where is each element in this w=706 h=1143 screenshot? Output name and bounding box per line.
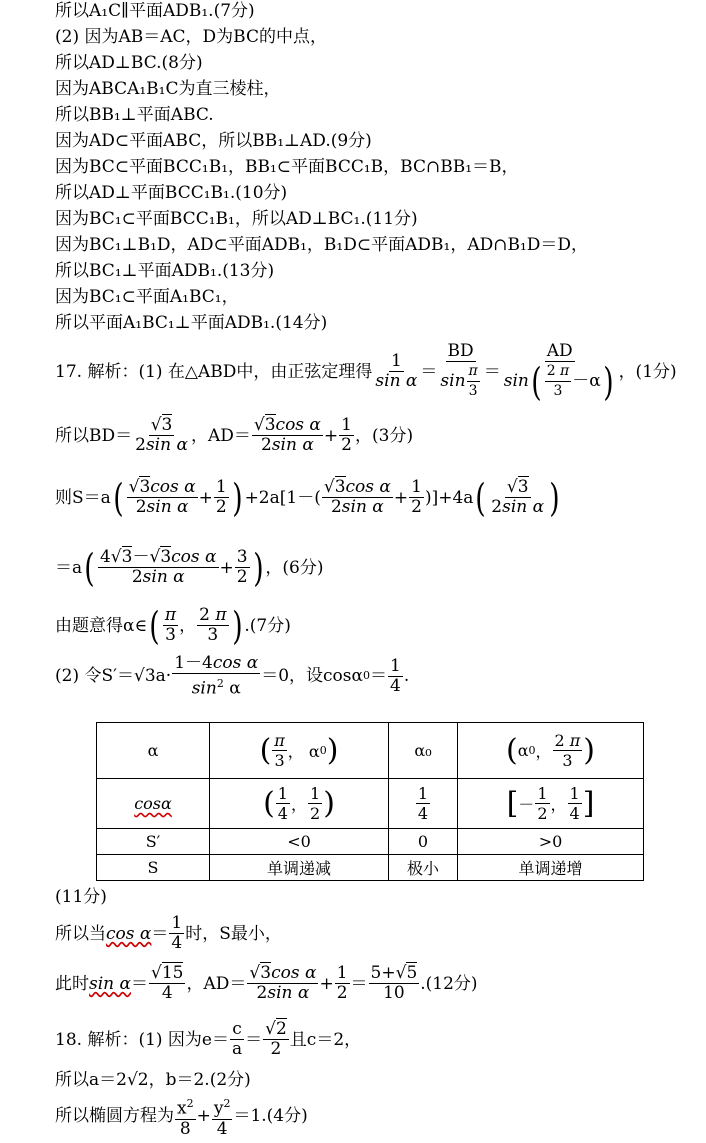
- p18-eccentricity: 18. 解析：(1) 因为e＝ c a ＝ √ 2 2 且c＝2，: [55, 1020, 361, 1059]
- line-6: 因为AD⊂平面ABC，所以BB₁⊥AD.(9分): [55, 131, 372, 151]
- p18-l3-suffix: ＝1.(4分): [233, 1106, 308, 1127]
- p17-score-11: (11分): [55, 887, 107, 907]
- bd-prefix: 所以BD＝: [55, 425, 133, 446]
- line-1: 所以A₁C∥平面ADB₁.(7分): [55, 1, 255, 21]
- p17-sine-law: 17. 解析：(1) 在△ABD中，由正弦定理得 1 sin α ＝ BD sin $\frac{\pi}{3}$ ＝ AD sin ( 2 π 3 －α ) ，(1分): [55, 341, 677, 404]
- line-2: (2) 因为AB＝AC，D为BC的中点，: [55, 27, 327, 47]
- p17-prefix: 17. 解析：(1) 在△ABD中，由正弦定理得: [55, 361, 373, 382]
- when-suffix: 时，S最小，: [185, 923, 282, 944]
- when-prefix: 所以当: [55, 923, 106, 944]
- eq2-prefix: ＝a: [55, 557, 83, 578]
- line-13: 所以平面A₁BC₁⊥平面ADB₁.(14分): [55, 313, 328, 333]
- p17-min-condition: 所以当 cos α ＝ 1 4 时，S最小，: [55, 913, 282, 953]
- monotonicity-table: [96, 722, 644, 881]
- then-ad: ，AD＝: [186, 973, 247, 994]
- table-r1-c1: ( π 3 ， α 0 ): [210, 723, 389, 779]
- line-11: 所以BC₁⊥平面ADB₁.(13分): [55, 261, 275, 281]
- p17-min-values: 此时 sin α ＝ √ 15 4 ，AD＝ √ 3cos α 2sin α + 1 2 ＝ 5+√ 5 10 .(12分): [55, 964, 478, 1003]
- p18-line-2: 所以a＝2√2，b＝2.(2分): [55, 1070, 251, 1090]
- range-prefix: 由题意得α∈: [55, 615, 148, 636]
- table-r4-c2: 极小: [389, 855, 458, 881]
- p17-simplified: ＝a ( 4√ 3－√ 3cos α 2sin α + 3 2 ) ，(6分): [55, 548, 324, 587]
- frac-ad-over-sin: AD sin ( 2 π 3 －α ): [503, 341, 614, 404]
- line-7: 因为BC⊂平面BCC₁B₁，BB₁⊂平面BCC₁B，BC∩BB₁＝B，: [55, 157, 519, 177]
- p17-s-expression: 则S＝a ( √ 3cos α 2sin α + 1 2 ) +2a[1－( √ 3cos α 2sin α + 1 2 )]+4a ( √ 3 2sin α ): [55, 478, 562, 517]
- ad-sep: ，AD＝: [190, 425, 251, 446]
- s-prefix: 则S＝a: [55, 487, 111, 508]
- frac-bd: √ 3 2sin α: [133, 416, 190, 455]
- table-r2-c3: [ － 1 2 ， 1 4 ]: [458, 779, 644, 829]
- table-r4-c1: 单调递减: [210, 855, 389, 881]
- table-r3-label: S′: [97, 829, 210, 855]
- p2-eq: ＝: [369, 666, 387, 687]
- frac-1-over-sin: 1 sin α: [375, 351, 418, 391]
- p17-derivative: (2) 令S′＝√3a· 1－4cos α $\sin^2 \alpha$ ＝0，设cosα 0 ＝ 1 4 .: [55, 653, 410, 699]
- table-r3-c2: 0: [389, 829, 458, 855]
- table-r3-c1: <0: [210, 829, 389, 855]
- s-close: )]+4a: [424, 487, 474, 508]
- table-r2-c2: $\frac{1}{4}$: [389, 779, 458, 829]
- table-r4-c3: 单调递增: [458, 855, 644, 881]
- p17-score-12: .(12分): [420, 973, 478, 994]
- p17-score-3: ，(3分): [355, 425, 414, 446]
- frac-bd-over-sin: BD sin $\frac{\pi}{3}$: [440, 341, 478, 399]
- frac-ad: √ 3cos α 2sin α: [252, 416, 323, 455]
- table-r4-label: S: [97, 855, 210, 881]
- line-8: 所以AD⊥平面BCC₁B₁.(10分): [55, 183, 288, 203]
- p2-mid: ＝0，设cosα: [261, 666, 363, 687]
- p17-score-6: ，(6分): [265, 557, 324, 578]
- p18-prefix: 18. 解析：(1) 因为e＝: [55, 1029, 229, 1050]
- line-5: 所以BB₁⊥平面ABC.: [55, 105, 214, 125]
- line-9: 因为BC₁⊂平面BCC₁B₁，所以AD⊥BC₁.(11分): [55, 209, 418, 229]
- when-mid: ＝: [151, 923, 169, 944]
- line-4: 因为ABCA₁B₁C为直三棱柱，: [55, 79, 281, 99]
- p18-l3-prefix: 所以椭圆方程为: [55, 1106, 174, 1127]
- table-r1-c2: α₀: [389, 723, 458, 779]
- table-r3-c3: >0: [458, 829, 644, 855]
- p18-suffix: 且c＝2，: [289, 1029, 362, 1050]
- line-3: 所以AD⊥BC.(8分): [55, 53, 203, 73]
- p17-score-1: ，(1分): [618, 361, 677, 382]
- line-12: 因为BC₁⊂平面A₁BC₁，: [55, 287, 239, 307]
- s-mid: +2a[1－(: [244, 487, 321, 508]
- p18-ellipse-equation: 所以椭圆方程为 $x^2$ 8 + $y^2$ 4 ＝1.(4分): [55, 1094, 308, 1139]
- then-prefix: 此时: [55, 973, 89, 994]
- table-r1-c3: ( α 0 ， 2 π 3 ): [458, 723, 644, 779]
- line-10: 因为BC₁⊥B₁D，AD⊂平面ADB₁，B₁D⊂平面ADB₁，AD∩B₁D＝D，: [55, 235, 589, 255]
- p17-bd-ad: 所以BD＝ √ 3 2sin α ，AD＝ √ 3cos α 2sin α + $\frac{1}{2}$ ，(3分): [55, 416, 413, 455]
- p17-range: 由题意得α∈ ( π 3 ， 2 π 3 ) .(7分): [55, 603, 291, 648]
- p17-score-7: .(7分): [244, 615, 291, 636]
- p2-prefix: (2) 令S′＝√3a·: [55, 666, 172, 687]
- table-r2-label: cosα: [97, 779, 210, 829]
- table-r2-c1: ( 1 4 ， 1 2 ): [210, 779, 389, 829]
- table-r1-label: α: [97, 723, 210, 779]
